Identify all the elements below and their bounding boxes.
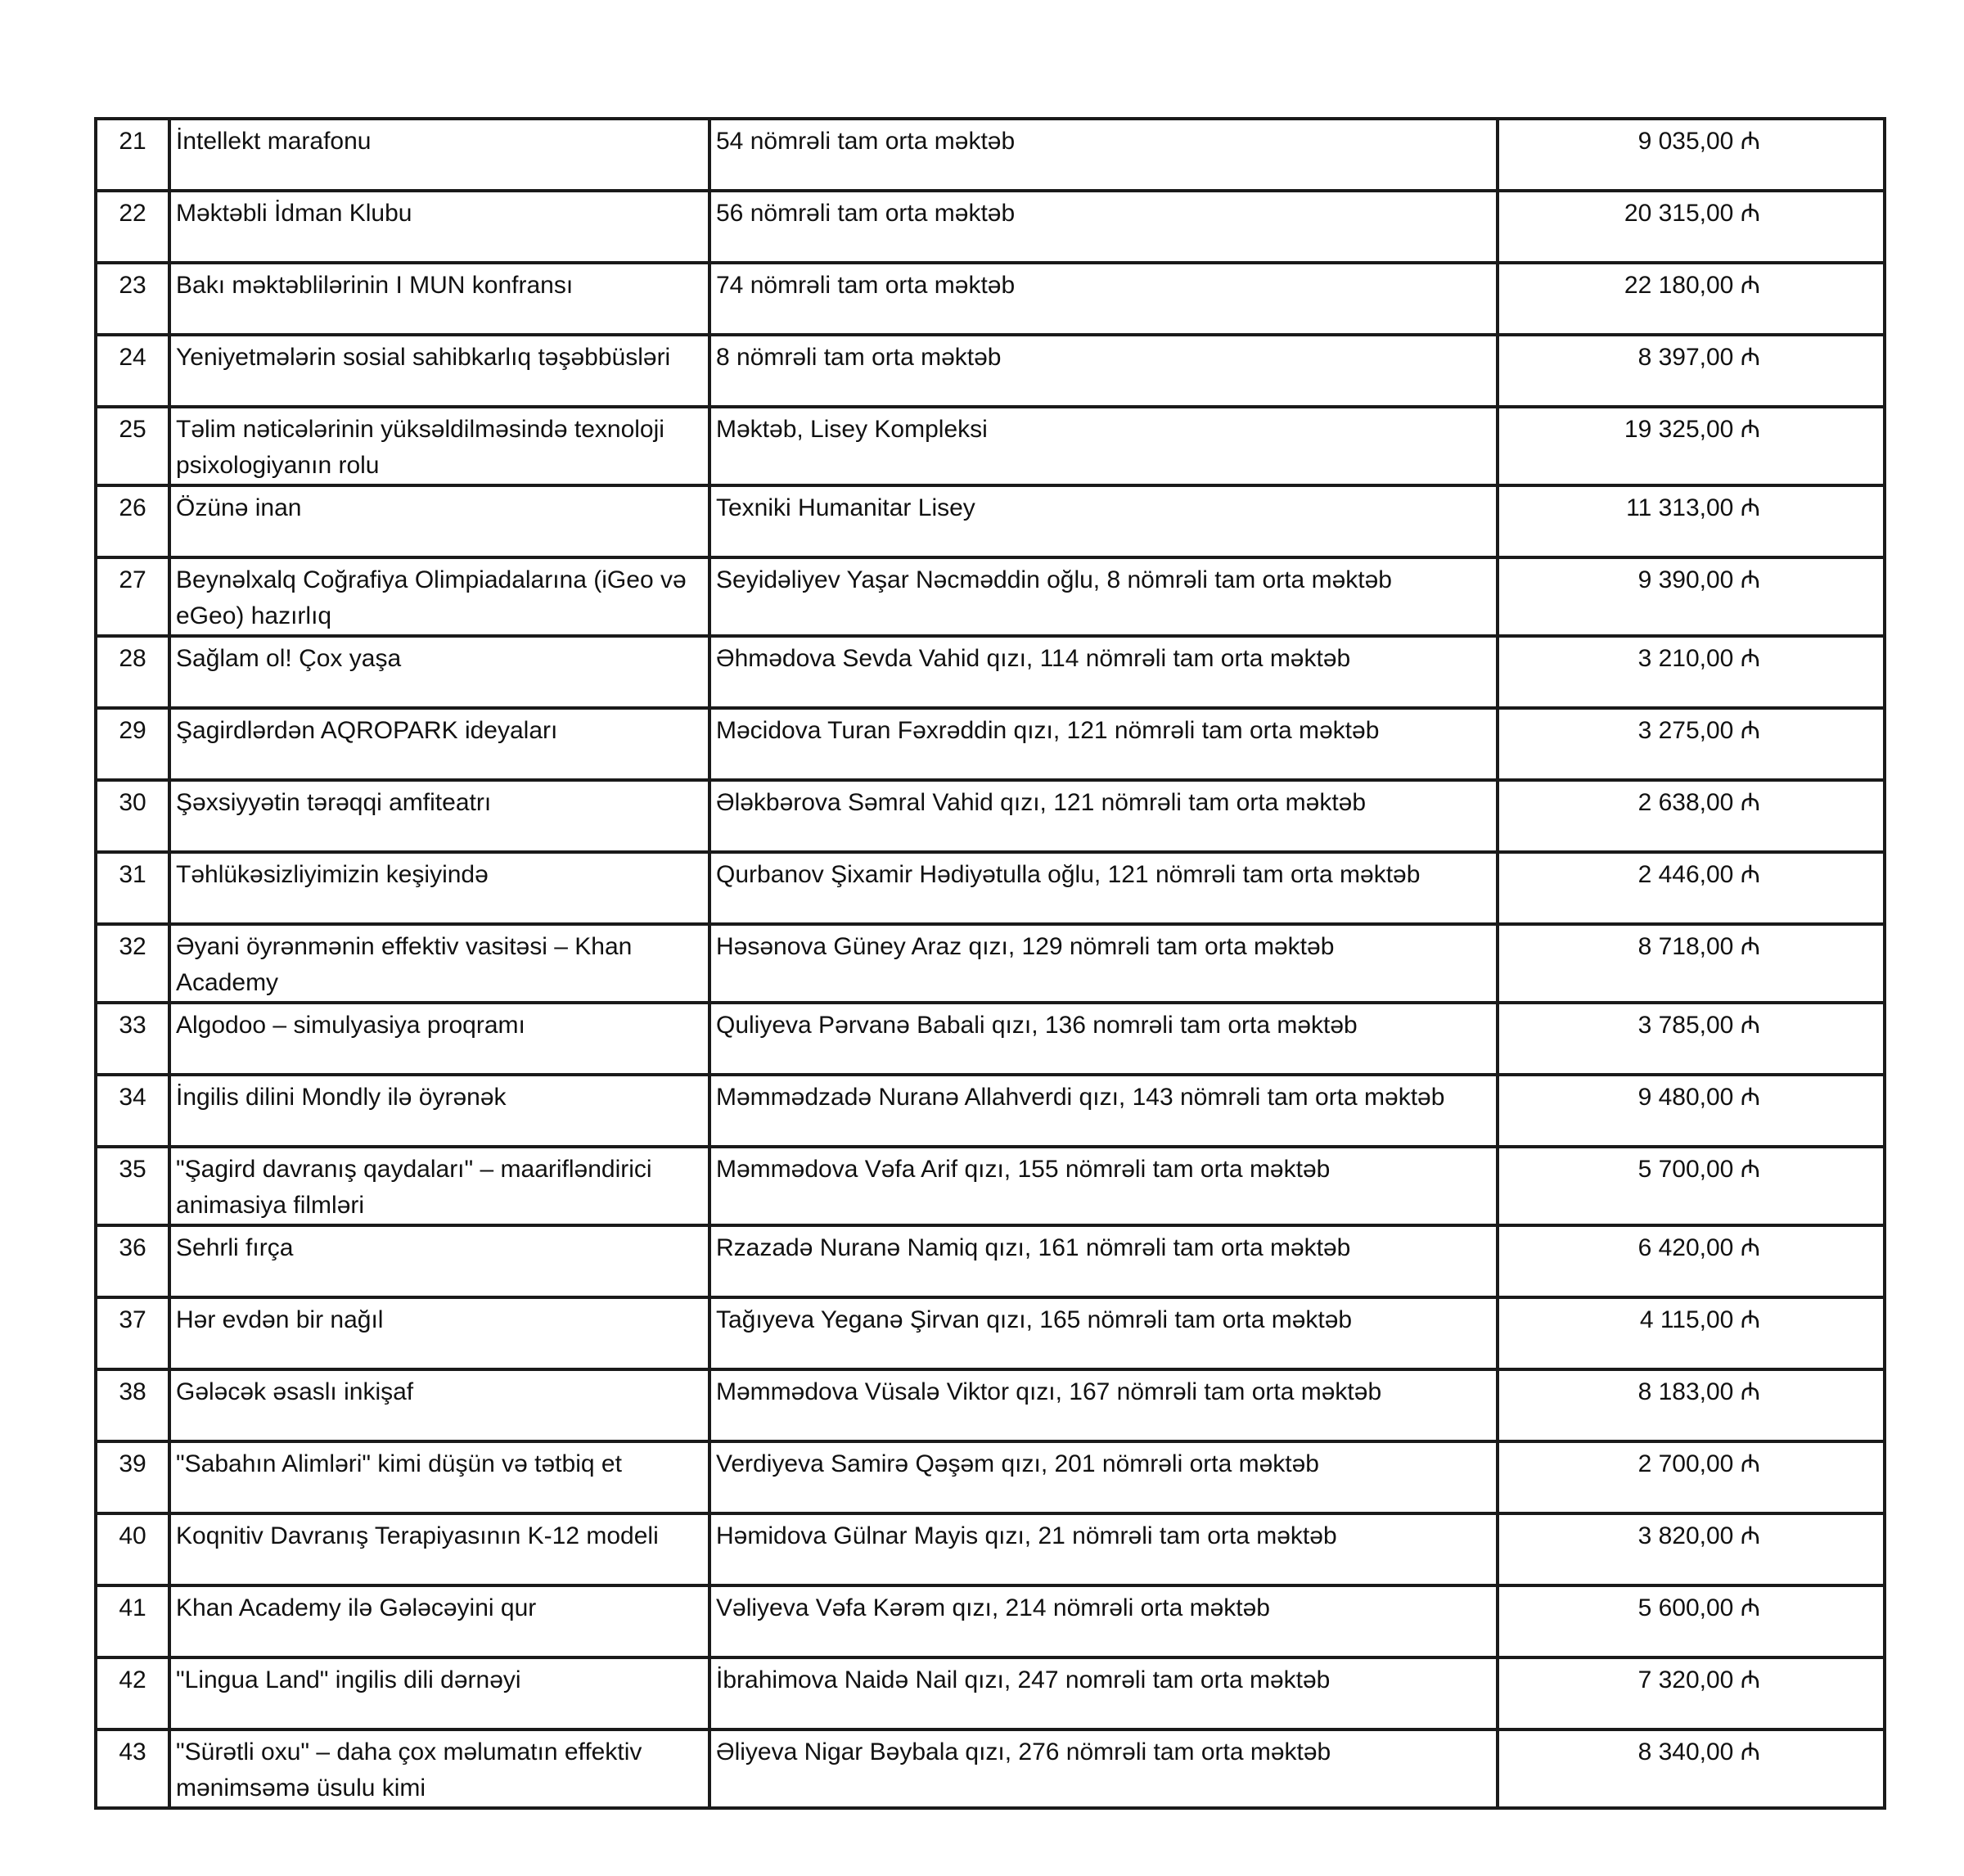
organization: 8 nömrəli tam orta məktəb xyxy=(709,335,1498,407)
table-row xyxy=(96,335,1885,407)
project-name: Sağlam ol! Çox yaşa xyxy=(169,636,709,708)
organization: Həmidova Gülnar Mayis qızı, 21 nömrəli tam orta məktəb xyxy=(709,1513,1498,1585)
project-name: İngilis dilini Mondly ilə öyrənək xyxy=(169,1075,709,1147)
project-name: Bakı məktəblilərinin I MUN konfransı xyxy=(169,263,709,335)
amount: 19 325,00 ₼ xyxy=(1498,407,1885,485)
table-row xyxy=(96,191,1885,263)
project-name: Təlim nəticələrinin yüksəldilməsində texnoloji psixologiyanın rolu xyxy=(169,407,709,485)
table-row xyxy=(96,1513,1885,1585)
amount: 8 718,00 ₼ xyxy=(1498,924,1885,1003)
organization: Əliyeva Nigar Bəybala qızı, 276 nömrəli tam orta məktəb xyxy=(709,1729,1498,1808)
row-number: 41 xyxy=(96,1585,169,1657)
row-number: 40 xyxy=(96,1513,169,1585)
row-number: 25 xyxy=(96,407,169,485)
table-body xyxy=(96,119,1885,1808)
project-name: Məktəbli İdman Klubu xyxy=(169,191,709,263)
project-name: Əyani öyrənmənin effektiv vasitəsi – Khan Academy xyxy=(169,924,709,1003)
project-name: Yeniyetmələrin sosial sahibkarlıq təşəbbüsləri xyxy=(169,335,709,407)
project-name: Şəxsiyyətin tərəqqi amfiteatrı xyxy=(169,780,709,852)
table-row xyxy=(96,1585,1885,1657)
amount: 9 035,00 ₼ xyxy=(1498,119,1885,191)
organization: Quliyeva Pərvanə Babali qızı, 136 nomrəli tam orta məktəb xyxy=(709,1003,1498,1075)
organization: Məktəb, Lisey Kompleksi xyxy=(709,407,1498,485)
amount: 3 275,00 ₼ xyxy=(1498,708,1885,780)
row-number: 24 xyxy=(96,335,169,407)
organization: Məcidova Turan Fəxrəddin qızı, 121 nömrəli tam orta məktəb xyxy=(709,708,1498,780)
project-name: Özünə inan xyxy=(169,485,709,557)
amount: 20 315,00 ₼ xyxy=(1498,191,1885,263)
row-number: 36 xyxy=(96,1225,169,1297)
table-row xyxy=(96,119,1885,191)
organization: Məmmədzadə Nuranə Allahverdi qızı, 143 nömrəli tam orta məktəb xyxy=(709,1075,1498,1147)
row-number: 31 xyxy=(96,852,169,924)
table-row xyxy=(96,924,1885,1003)
row-number: 37 xyxy=(96,1297,169,1369)
organization: Əhmədova Sevda Vahid qızı, 114 nömrəli tam orta məktəb xyxy=(709,636,1498,708)
project-name: Təhlükəsizliyimizin keşiyində xyxy=(169,852,709,924)
project-name: Koqnitiv Davranış Terapiyasının K-12 modeli xyxy=(169,1513,709,1585)
row-number: 33 xyxy=(96,1003,169,1075)
row-number: 28 xyxy=(96,636,169,708)
amount: 8 340,00 ₼ xyxy=(1498,1729,1885,1808)
organization: 74 nömrəli tam orta məktəb xyxy=(709,263,1498,335)
row-number: 39 xyxy=(96,1441,169,1513)
row-number: 34 xyxy=(96,1075,169,1147)
table-row xyxy=(96,1003,1885,1075)
amount: 3 210,00 ₼ xyxy=(1498,636,1885,708)
table-row xyxy=(96,1297,1885,1369)
row-number: 32 xyxy=(96,924,169,1003)
table-row xyxy=(96,1441,1885,1513)
project-name: "Şagird davranış qaydaları" – maarifləndirici animasiya filmləri xyxy=(169,1147,709,1225)
organization: Rzazadə Nuranə Namiq qızı, 161 nömrəli tam orta məktəb xyxy=(709,1225,1498,1297)
table-row xyxy=(96,557,1885,636)
row-number: 43 xyxy=(96,1729,169,1808)
organization: Həsənova Güney Araz qızı, 129 nömrəli tam orta məktəb xyxy=(709,924,1498,1003)
project-name: "Sabahın Alimləri" kimi düşün və tətbiq et xyxy=(169,1441,709,1513)
organization: Vəliyeva Vəfa Kərəm qızı, 214 nömrəli orta məktəb xyxy=(709,1585,1498,1657)
amount: 5 600,00 ₼ xyxy=(1498,1585,1885,1657)
amount: 8 397,00 ₼ xyxy=(1498,335,1885,407)
project-name: Şagirdlərdən AQROPARK ideyaları xyxy=(169,708,709,780)
row-number: 38 xyxy=(96,1369,169,1441)
row-number: 26 xyxy=(96,485,169,557)
amount: 11 313,00 ₼ xyxy=(1498,485,1885,557)
row-number: 35 xyxy=(96,1147,169,1225)
table-row xyxy=(96,407,1885,485)
project-name: Sehrli fırça xyxy=(169,1225,709,1297)
row-number: 22 xyxy=(96,191,169,263)
table-row xyxy=(96,1225,1885,1297)
amount: 3 785,00 ₼ xyxy=(1498,1003,1885,1075)
organization: Məmmədova Vəfa Arif qızı, 155 nömrəli tam orta məktəb xyxy=(709,1147,1498,1225)
project-name: Algodoo – simulyasiya proqramı xyxy=(169,1003,709,1075)
amount: 3 820,00 ₼ xyxy=(1498,1513,1885,1585)
table-row xyxy=(96,263,1885,335)
document-page xyxy=(94,117,1883,1810)
amount: 7 320,00 ₼ xyxy=(1498,1657,1885,1729)
amount: 9 480,00 ₼ xyxy=(1498,1075,1885,1147)
organization: Ələkbərova Səmral Vahid qızı, 121 nömrəli tam orta məktəb xyxy=(709,780,1498,852)
row-number: 29 xyxy=(96,708,169,780)
project-name: Hər evdən bir nağıl xyxy=(169,1297,709,1369)
project-name: İntellekt marafonu xyxy=(169,119,709,191)
table-row xyxy=(96,485,1885,557)
amount: 9 390,00 ₼ xyxy=(1498,557,1885,636)
amount: 22 180,00 ₼ xyxy=(1498,263,1885,335)
row-number: 21 xyxy=(96,119,169,191)
organization: Məmmədova Vüsalə Viktor qızı, 167 nömrəli tam orta məktəb xyxy=(709,1369,1498,1441)
organization: Tağıyeva Yeganə Şirvan qızı, 165 nömrəli tam orta məktəb xyxy=(709,1297,1498,1369)
amount: 8 183,00 ₼ xyxy=(1498,1369,1885,1441)
amount: 5 700,00 ₼ xyxy=(1498,1147,1885,1225)
grants-table xyxy=(94,117,1886,1810)
organization: 56 nömrəli tam orta məktəb xyxy=(709,191,1498,263)
organization: İbrahimova Naidə Nail qızı, 247 nomrəli tam orta məktəb xyxy=(709,1657,1498,1729)
project-name: Khan Academy ilə Gələcəyini qur xyxy=(169,1585,709,1657)
row-number: 42 xyxy=(96,1657,169,1729)
amount: 6 420,00 ₼ xyxy=(1498,1225,1885,1297)
project-name: "Sürətli oxu" – daha çox məlumatın effektiv mənimsəmə üsulu kimi xyxy=(169,1729,709,1808)
project-name: Gələcək əsaslı inkişaf xyxy=(169,1369,709,1441)
table-row xyxy=(96,636,1885,708)
amount: 2 446,00 ₼ xyxy=(1498,852,1885,924)
table-row xyxy=(96,780,1885,852)
organization: Verdiyeva Samirə Qəşəm qızı, 201 nömrəli orta məktəb xyxy=(709,1441,1498,1513)
table-row xyxy=(96,708,1885,780)
table-row xyxy=(96,1147,1885,1225)
project-name: "Lingua Land" ingilis dili dərnəyi xyxy=(169,1657,709,1729)
table-row xyxy=(96,1075,1885,1147)
row-number: 30 xyxy=(96,780,169,852)
row-number: 23 xyxy=(96,263,169,335)
organization: Seyidəliyev Yaşar Nəcməddin oğlu, 8 nömrəli tam orta məktəb xyxy=(709,557,1498,636)
amount: 2 700,00 ₼ xyxy=(1498,1441,1885,1513)
organization: Texniki Humanitar Lisey xyxy=(709,485,1498,557)
table-row xyxy=(96,852,1885,924)
amount: 2 638,00 ₼ xyxy=(1498,780,1885,852)
table-row xyxy=(96,1729,1885,1808)
organization: Qurbanov Şixamir Hədiyətulla oğlu, 121 nömrəli tam orta məktəb xyxy=(709,852,1498,924)
amount: 4 115,00 ₼ xyxy=(1498,1297,1885,1369)
project-name: Beynəlxalq Coğrafiya Olimpiadalarına (iGeo və eGeo) hazırlıq xyxy=(169,557,709,636)
table-row xyxy=(96,1369,1885,1441)
organization: 54 nömrəli tam orta məktəb xyxy=(709,119,1498,191)
table-row xyxy=(96,1657,1885,1729)
row-number: 27 xyxy=(96,557,169,636)
